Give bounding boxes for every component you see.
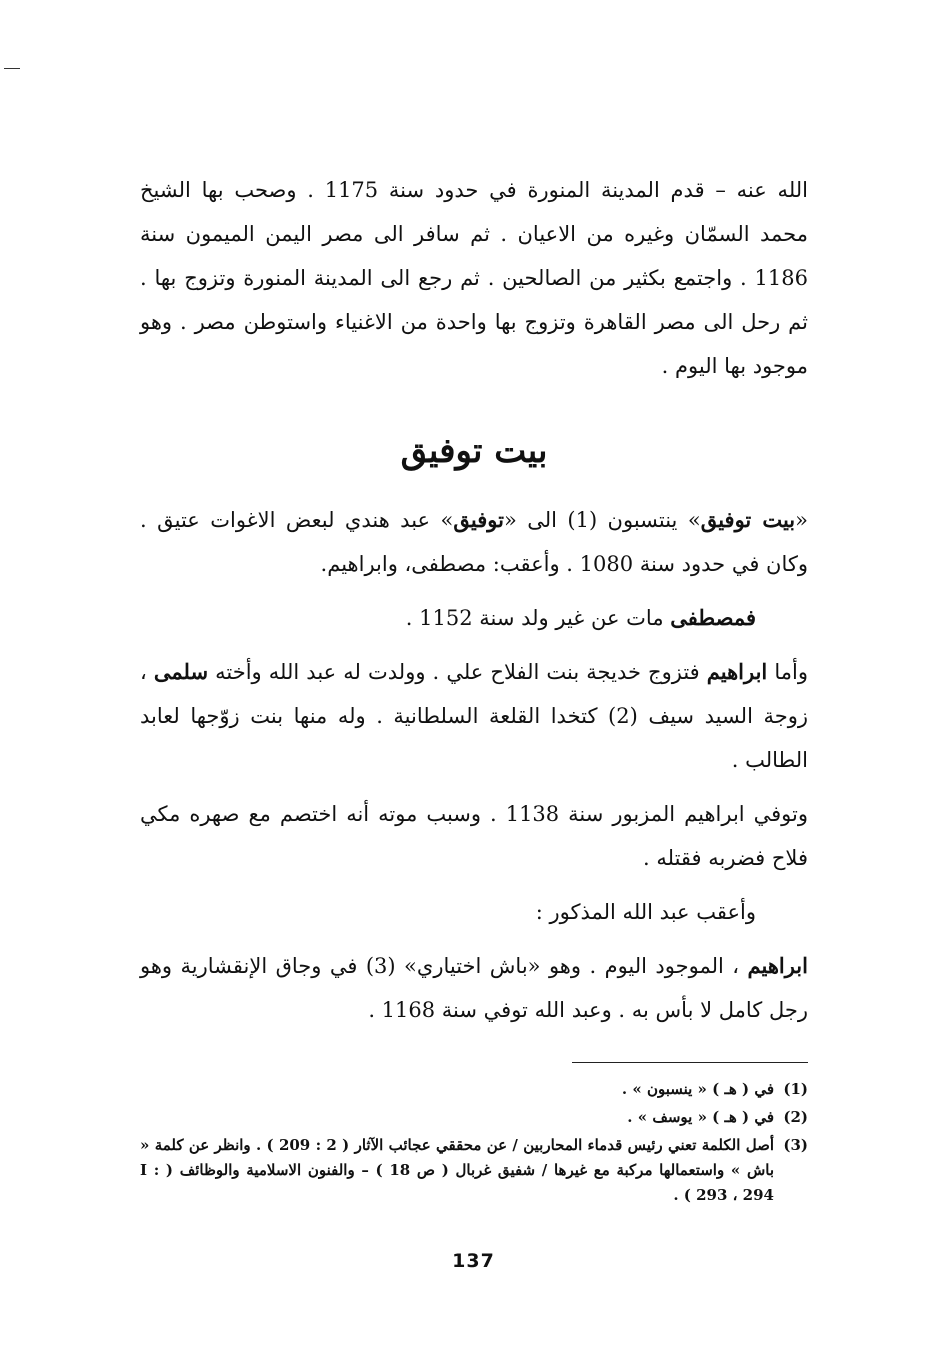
paragraph-death: وتوفي ابراهيم المزبور سنة 1138 . وسبب موته أنه اختصم مع صهره مكي فلاح فضربه فقتله . — [140, 802, 808, 870]
footnote-text: في ( هـ ) « ينسبون » . — [621, 1080, 774, 1098]
text-run: « — [795, 508, 808, 532]
footnotes — [140, 1077, 808, 1208]
text-run: وأما — [767, 660, 808, 684]
keyword-family-name: بيت توفيق — [700, 507, 796, 532]
paragraph-ibrahim-current — [140, 944, 808, 1032]
text-run: مات عن غير ولد سنة 1152 . — [405, 606, 671, 630]
paragraph-family-origin — [140, 498, 808, 586]
intro-paragraph: الله عنه – قدم المدينة المنورة في حدود سنة 1175 . وصحب بها الشيخ محمد السمّان وغيره من الاعيان . ثم سافر الى مصر اليمن الميمون سنة 1186 . واجتمع بكثير من الصالحين . ثم رجع الى المدينة المنورة وتزوج بها . ثم رحل الى مصر القاهرة وتزوج بها واحدة من الاغنياء واستوطن مصر . وهو موجود بها اليوم . — [140, 178, 809, 378]
text-run: ، الموجود اليوم . وهو «باش اختياري» (3) في وجاق الإنقشارية وهو رجل كامل لا بأس به . وعبد الله توفي سنة 1168 . — [140, 954, 808, 1022]
text-run: ، زوجة السيد سيف (2) كتخدا القلعة السلطانية . وله منها بنت زوّجها لعابد الطالب . — [140, 660, 808, 772]
footnote-number: (2) — [783, 1108, 808, 1126]
keyword-salma: سلمى — [153, 659, 209, 684]
scan-edge-mark — [4, 68, 20, 69]
keyword-mustafa: فمصطفى — [670, 605, 756, 630]
paragraph-mustafa — [140, 596, 808, 640]
footnote-divider — [572, 1062, 808, 1063]
footnote — [140, 1077, 808, 1102]
text-run: » عبد هندي لبعض الاغوات عتيق . وكان في حدود سنة 1080 . وأعقب: مصطفى، وابراهيم. — [140, 508, 808, 576]
text-run: فتزوج خديجة بنت الفلاح علي . وولدت له عبد الله وأخته — [208, 660, 707, 684]
section-title: بيت توفيق — [400, 431, 548, 471]
paragraph-descendants: وأعقب عبد الله المذكور : — [535, 900, 756, 924]
page-number: 137 — [452, 1250, 495, 1272]
footnote-number: (1) — [783, 1080, 808, 1098]
book-page — [140, 168, 808, 1208]
footnote-text: أصل الكلمة تعني رئيس قدماء المحاربين / عن محققي عجائب الآثار ( 2 : 209 ) . وانظر عن كلمة « باش » واستعمالها مركبة مع غيرها / شفيق غربال ( ص 18 ) – والفنون الاسلامية والوظائف ( I : 293 ، 294 ) . — [140, 1136, 774, 1204]
footnote-text: في ( هـ ) « يوسف » . — [627, 1108, 774, 1126]
keyword-ibrahim-current: ابراهيم — [747, 953, 808, 978]
footnote — [140, 1105, 808, 1130]
footnote-number: (3) — [783, 1136, 808, 1154]
footnote — [140, 1133, 808, 1208]
paragraph-ibrahim — [140, 650, 808, 782]
keyword-ancestor-name: توفيق — [453, 507, 504, 532]
keyword-ibrahim: ابراهيم — [706, 659, 768, 684]
text-run: » ينتسبون (1) الى « — [503, 508, 701, 532]
